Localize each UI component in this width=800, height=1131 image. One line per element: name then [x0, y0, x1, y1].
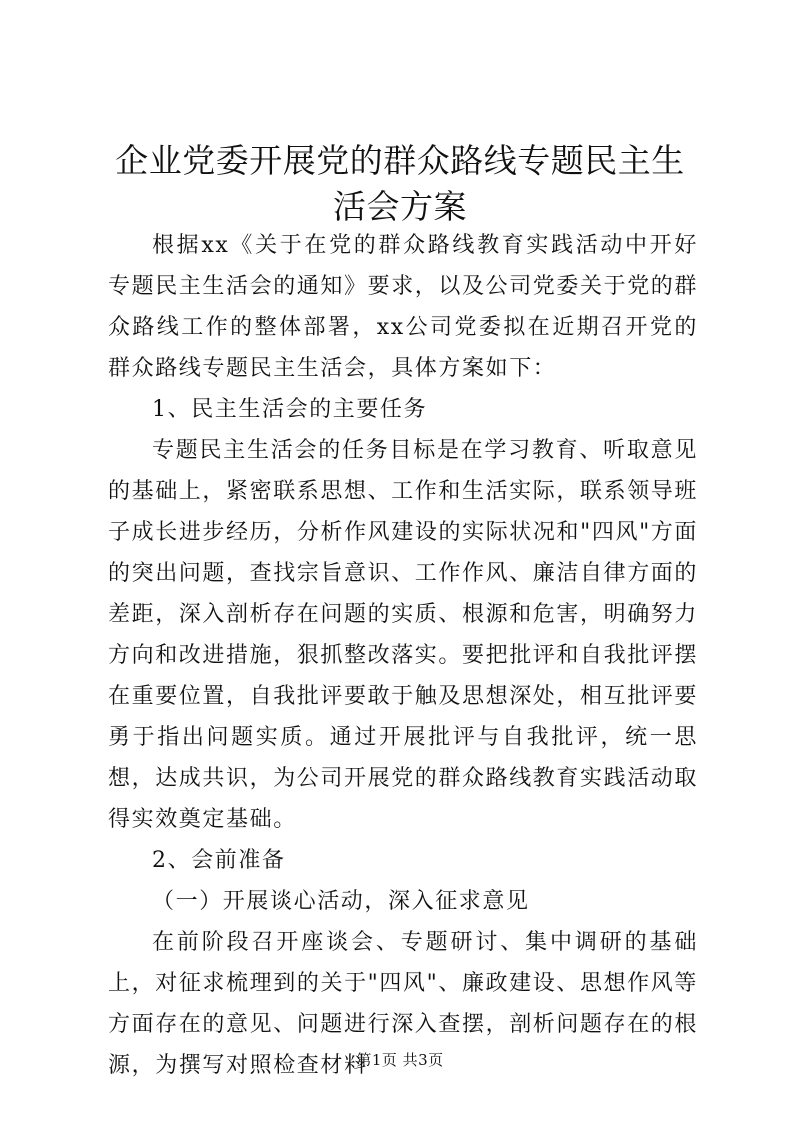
paragraph-preparation: 在前阶段召开座谈会、专题研讨、集中调研的基础上，对征求梳理到的关于"四风"、廉政建设、思想作风等方面存在的意见、问题进行深入查摆，剖析问题存在的根源，为撰写对照检查材料 [108, 930, 699, 1078]
subsection-heading-1: （一）开展谈心活动，深入征求意见 [152, 889, 530, 914]
document-title: 企业党委开展党的群众路线专题民主生活会方案 [115, 141, 685, 226]
paragraph-intro: 根据xx《关于在党的群众路线教育实践活动中开好专题民主生活会的通知》要求，以及公司党委关于党的群众路线工作的整体部署，xx公司党委拟在近期召开党的群众路线专题民主生活会，具体方案如下： [108, 233, 699, 381]
page-number-footer: 第1页 共3页 [356, 1051, 444, 1069]
section-heading-1: 1、民主生活会的主要任务 [152, 397, 428, 422]
paragraph-task-goals: 专题民主生活会的任务目标是在学习教育、听取意见的基础上，紧密联系思想、工作和生活实际，联系领导班子成长进步经历，分析作风建设的实际状况和"四风"方面的突出问题，查找宗旨意识、工作作风、廉洁自律方面的差距，深入剖析存在问题的实质、根源和危害，明确努力方向和改进措施，狠抓整改落实。要把批评和自我批评摆在重要位置，自我批评要敢于触及思想深处，相互批评要勇于指出问题实质。通过开展批评与自我批评，统一思想，达成共识，为公司开展党的群众路线教育实践活动取得实效奠定基础。 [108, 438, 699, 832]
document-body [108, 225, 698, 1086]
section-heading-2: 2、会前准备 [152, 848, 286, 873]
